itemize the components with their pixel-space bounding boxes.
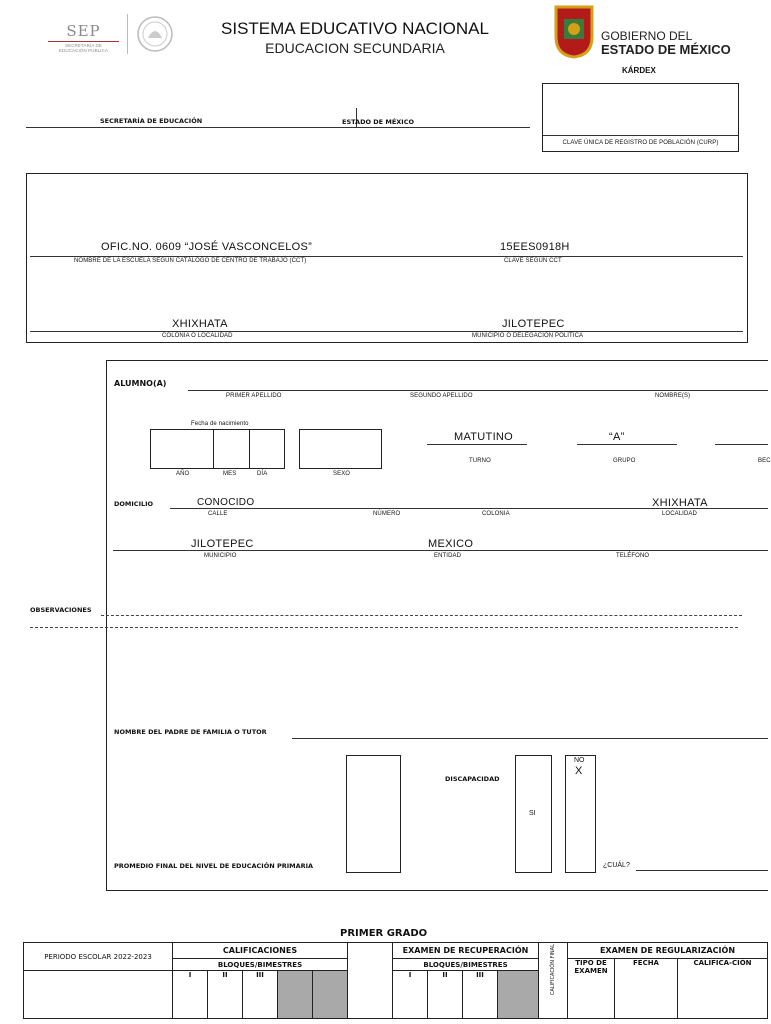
calificaciones-header: CALIFICACIONES	[173, 943, 348, 959]
mes-label: MES	[223, 471, 237, 477]
recup-i: I	[393, 971, 428, 1019]
tipo-examen-header: TIPO DE EXAMEN	[568, 959, 615, 1019]
estado-label: ESTADO DE MÉXICO	[342, 118, 414, 126]
student-municipio-value: JILOTEPEC	[191, 538, 254, 550]
discapacidad-label: DISCAPACIDAD	[445, 775, 500, 783]
calificacion-header: CALIFICA-CIÓN	[678, 959, 768, 1019]
primer-apellido-label: PRIMER APELLIDO	[226, 393, 282, 399]
periodo-blank[interactable]	[24, 971, 173, 1019]
blank-cell[interactable]	[348, 943, 393, 1019]
grupo-label: GRUPO	[613, 458, 636, 464]
gray-cell	[313, 971, 348, 1019]
sexo-label: SEXO	[333, 471, 351, 477]
nombres-label: NOMBRE(S)	[655, 393, 691, 399]
localidad-value: XHIXHATA	[652, 497, 708, 509]
padre-label: NOMBRE DEL PADRE DE FAMILIA O TUTOR	[114, 728, 267, 736]
alumno-label: ALUMNO(A)	[114, 379, 167, 388]
promedio-box[interactable]	[346, 755, 401, 873]
no-label: NO	[574, 757, 585, 764]
turno-value: MATUTINO	[454, 431, 514, 443]
secretaria-label: SECRETARÍA DE EDUCACIÓN	[100, 117, 203, 125]
school-name-label: NOMBRE DE LA ESCUELA SEGÚN CATÁLOGO DE CENTRO DE TRABAJO (CCT)	[74, 258, 307, 264]
sexo-box[interactable]	[299, 429, 382, 469]
colonia-label: COLONIA O LOCALIDAD	[162, 333, 233, 339]
page-title: SISTEMA EDUCATIVO NACIONAL	[221, 19, 489, 38]
sep-logo-text: SEP	[66, 22, 101, 40]
segundo-apellido-label: SEGUNDO APELLIDO	[410, 393, 473, 399]
student-municipio-label: MUNICIPIO	[204, 553, 237, 559]
domicilio-label: DOMICILIO	[114, 500, 154, 508]
recuperacion-header: EXAMEN DE RECUPERACIÓN	[393, 943, 539, 959]
cct-value: 15EES0918H	[500, 241, 570, 253]
entidad-value: MEXICO	[428, 538, 474, 550]
grupo-value: “A”	[609, 431, 625, 443]
gov-line2: ESTADO DE MÉXICO	[601, 42, 731, 57]
si-label: SI	[529, 810, 536, 817]
curp-label: CLAVE ÚNICA DE REGISTRO DE POBLACIÓN (CURP)	[562, 140, 719, 146]
kardex-label: KÁRDEX	[622, 66, 656, 75]
anio-label: AÑO	[176, 471, 190, 477]
bloques2-header: BLOQUES/BIMESTRES	[393, 959, 539, 971]
numero-label: NÚMERO	[373, 511, 401, 517]
domicilio-colonia-label: COLONIA	[482, 511, 510, 517]
municipio-value: JILOTEPEC	[502, 318, 565, 330]
grade-table	[23, 942, 768, 1019]
telefono-label: TELÉFONO	[616, 553, 650, 559]
bimestre-ii: II	[208, 971, 243, 1019]
bimestre-iii: III	[243, 971, 278, 1019]
cual-label: ¿CUÁL?	[603, 862, 630, 869]
bloques-header: BLOQUES/BIMESTRES	[173, 959, 348, 971]
regularizacion-header: EXAMEN DE REGULARIZACIÓN	[568, 943, 768, 959]
national-seal-icon	[136, 14, 174, 54]
eagle-seal-icon	[127, 14, 128, 54]
birth-date-box[interactable]	[150, 429, 285, 469]
calle-label: CALLE	[208, 511, 228, 517]
periodo-cell: PERIODO ESCOLAR 2022-2023	[24, 943, 173, 971]
sep-sub2: EDUCACIÓN PÚBLICA	[58, 48, 109, 53]
colonia-value: XHIXHATA	[172, 318, 228, 330]
entidad-label: ENTIDAD	[434, 553, 462, 559]
municipio-label: MUNICIPIO O DELEGACIÓN POLÍTICA	[472, 333, 584, 339]
grade-title: PRIMER GRADO	[340, 928, 428, 939]
turno-label: TURNO	[469, 458, 491, 464]
recup-ii: II	[428, 971, 463, 1019]
gov-line1: GOBIERNO DEL	[601, 29, 693, 43]
sep-logo	[46, 22, 121, 53]
fecha-header: FECHA	[615, 959, 678, 1019]
calle-value: CONOCIDO	[197, 497, 255, 508]
gray-cell	[498, 971, 539, 1019]
calif-final-cell: CALIFICACIÓN FINAL	[539, 943, 568, 1019]
state-shield-icon	[552, 3, 596, 59]
recup-iii: III	[463, 971, 498, 1019]
dia-label: DÍA	[257, 471, 268, 477]
localidad-label: LOCALIDAD	[662, 511, 697, 517]
page-subtitle: EDUCACION SECUNDARIA	[265, 40, 445, 56]
beca-label: BEC	[758, 458, 771, 464]
curp-box[interactable]	[542, 83, 739, 152]
no-mark: X	[575, 765, 583, 777]
fecha-nacimiento-label: Fecha de nacimiento	[191, 421, 249, 427]
school-name-value: OFIC.NO. 0609 “JOSÉ VASCONCELOS”	[101, 241, 313, 253]
bimestre-i: I	[173, 971, 208, 1019]
gray-cell	[278, 971, 313, 1019]
cct-label: CLAVE SEGÚN CCT	[504, 258, 562, 264]
sep-sub1: SECRETARÍA DE	[65, 43, 102, 48]
promedio-label: PROMEDIO FINAL DEL NIVEL DE EDUCACIÓN PRIMARIA	[114, 862, 314, 870]
observaciones-label: OBSERVACIONES	[30, 606, 92, 614]
